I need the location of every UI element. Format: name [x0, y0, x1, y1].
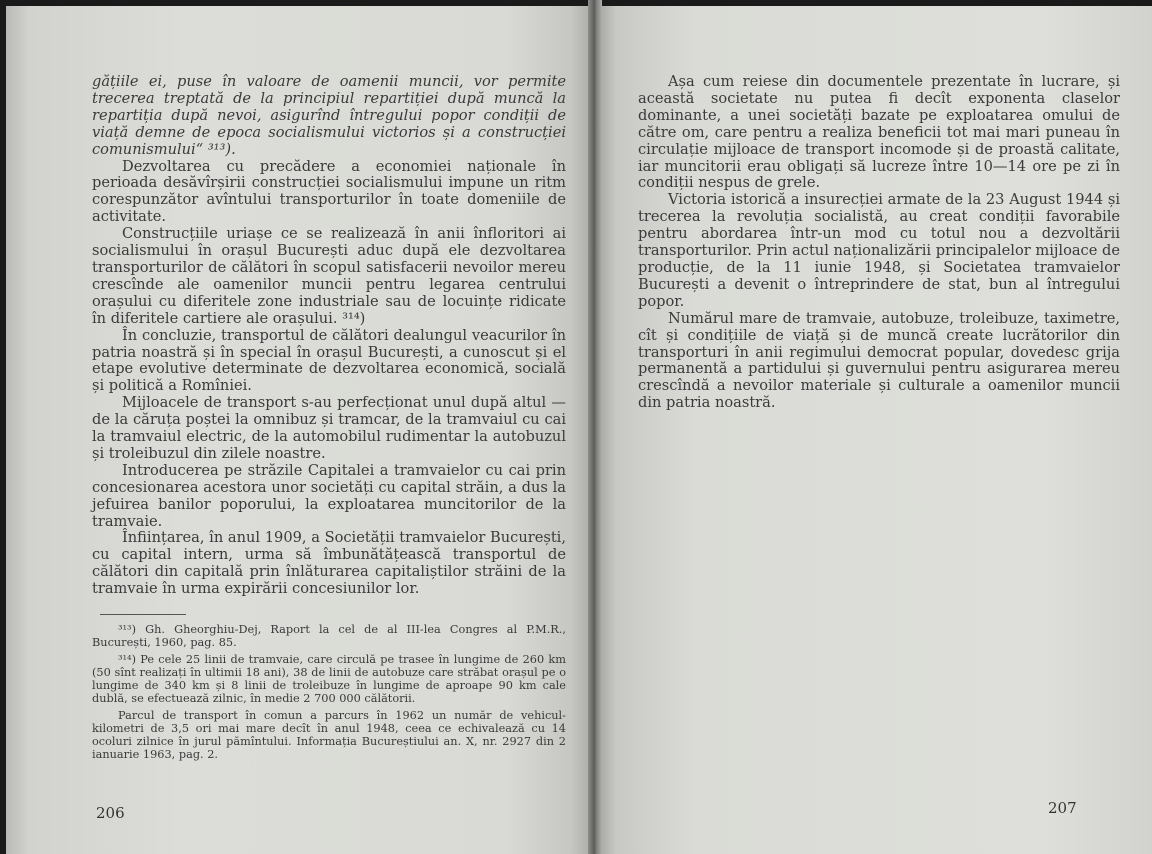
footnote: ³¹³) Gh. Gheorghiu-Dej, Raport la cel de al III-lea Congres al P.M.R., București, 1960, pag. 85. [92, 623, 566, 650]
paragraph: Așa cum reiese din documentele prezentate în lucrare, și această societate nu putea fi decît exponenta claselor dominante, a unei societăți bazate pe exploatarea omului de către om, care pentru a realiza beneficii tot mai mari puneau în circulație mijloace de transport incomode și de proastă calitate, iar muncitorii erau obligați să lucreze între 10—14 ore pe zi în condiții nespus de grele. [638, 73, 1120, 192]
paragraph: Numărul mare de tramvaie, autobuze, troleibuze, taximetre, cît și condițiile de viață și de muncă create lucrătorilor din transporturi în anii regimului democrat popular, dovedesc grija permanentă a partidului și guvernului pentru asigurarea mereu crescîndă a nevoilor materiale și culturale a oamenilor muncii din patria noastră. [638, 309, 1120, 412]
footnote: Parcul de transport în comun a parcurs în 1962 un număr de vehicul-kilometri de 3,5 ori mai mare decît în anul 1948, ceea ce echivalează cu 14 ocoluri zilnice în jurul pămîntului. Informația Bucureștiului an. X, nr. 2927 din 2 ianuarie 1963, pag. 2. [92, 709, 566, 762]
footnote-divider [100, 614, 186, 615]
right-text-column [638, 74, 1120, 412]
paragraph: Construcțiile uriașe ce se realizează în anii înfloritori ai socialismului în orașul București aduc după ele dezvoltarea transporturilor de călători în scopul satisfacerii nevoilor mereu crescînde ale oamenilor muncii pentru legarea centrului orașului cu diferitele zone industriale sau de locuințe ridicate în diferitele cartiere ale orașului. ³¹⁴) [92, 225, 566, 327]
paragraph: Mijloacele de transport s-au perfecționat unul după altul — de la căruța poștei la omnibuz și tramcar, de la tramvaiul cu cai la tramvaiul electric, de la automobilul rudimentar la autobuzul și troleibuzul din zilele noastre. [92, 394, 566, 462]
book-spine [588, 0, 602, 854]
page-number-right: 207 [1048, 799, 1077, 817]
paragraph: Introducerea pe străzile Capitalei a tramvaielor cu cai prin concesionarea acestora unor societăți cu capital străin, a dus la jefuirea banilor poporului, la exploatarea muncitorilor de la tramvaie. [92, 461, 566, 530]
paragraph: Dezvoltarea cu precădere a economiei naționale în perioada desăvîrșirii construcției socialismului impune un ritm corespunzător avîntului transporturilor în toate domeniile de activitate. [92, 157, 566, 226]
paragraph: Înființarea, în anul 1909, a Societății tramvaielor București, cu capital intern, urma să îmbunătățească transportul de călători din capitală prin înlăturarea capitaliștilor străini de la tramvaie în urma expirării concesiunilor lor. [92, 529, 566, 598]
right-page [594, 6, 1152, 854]
paragraph: În concluzie, transportul de călători dealungul veacurilor în patria noastră și în special în orașul București, a cunoscut și el etape evolutive determinate de dezvoltarea economică, socială și politică a Romîniei. [92, 326, 566, 395]
left-text-column [92, 74, 566, 765]
page-number-left: 206 [96, 804, 125, 822]
paragraph: Victoria istorică a insurecției armate de la 23 August 1944 și trecerea la revoluția socialistă, au creat condiții favorabile pentru abordarea într-un mod cu totul nou a dezvoltării transporturilor. Prin actul naționalizării principalelor mijloace de producție, de la 11 iunie 1948, și Societatea tramvaielor București a devenit o întreprindere de stat, bun al întregului popor. [638, 191, 1120, 310]
left-page [6, 6, 594, 854]
paragraph: gățiile ei, puse în valoare de oamenii muncii, vor permite trecerea treptată de la principiul repartiției după muncă la repartiția după nevoi, asigurînd întregului popor condiții de viață demne de epoca socialismului victorios și a construcției comunismului“ ³¹³). [92, 73, 566, 158]
footnote: ³¹⁴) Pe cele 25 linii de tramvaie, care circulă pe trasee în lungime de 260 km (50 sînt realizați în ultimii 18 ani), 38 de linii de autobuze care străbat orașul pe o lungime de 340 km și 8 linii de troleibuze în lungime de aproape 90 km cale dublă, se efectuează zilnic, în medie 2 700 000 călătorii. [92, 653, 566, 706]
